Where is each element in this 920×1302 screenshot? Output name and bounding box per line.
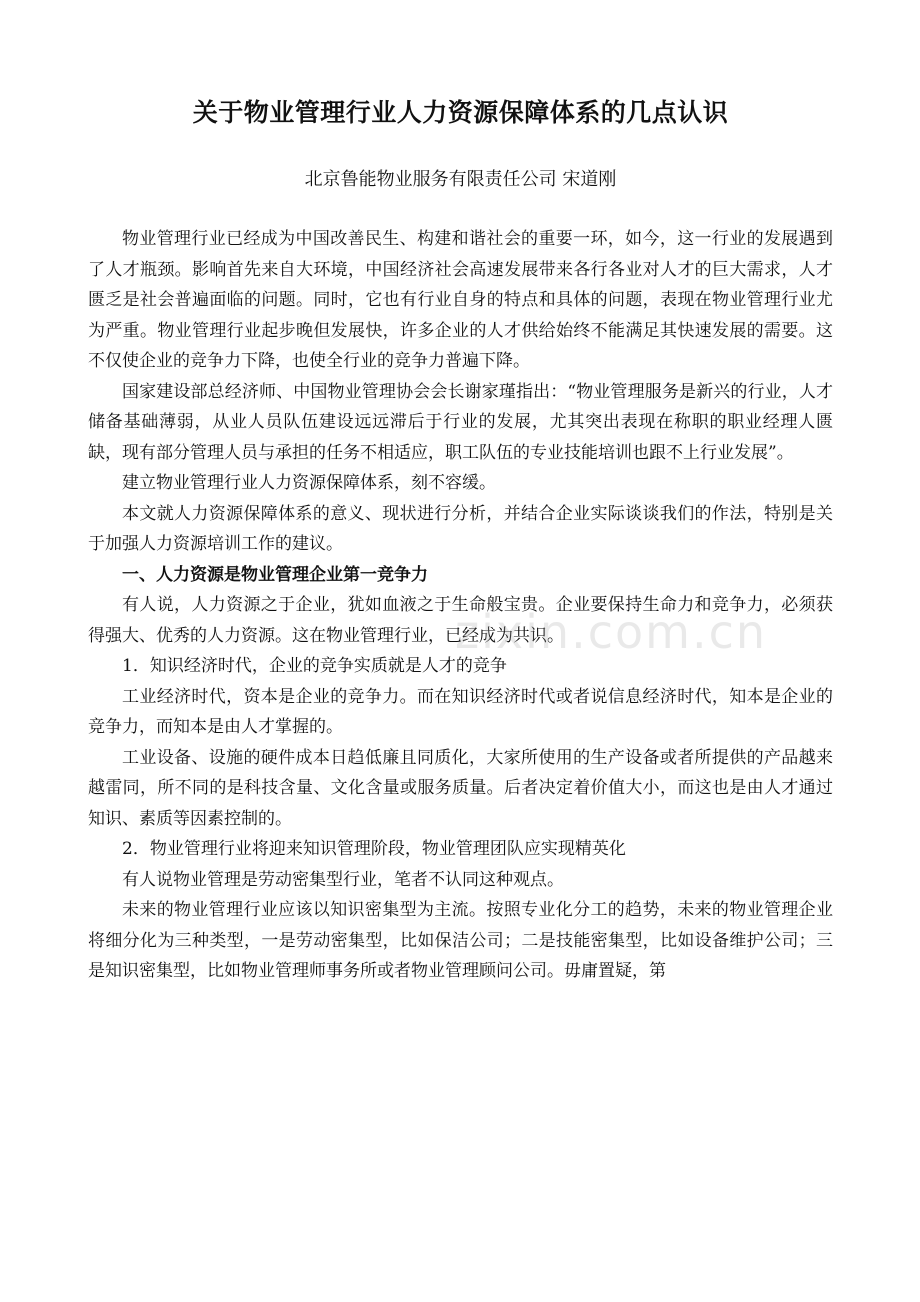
paragraph: 物业管理行业已经成为中国改善民生、构建和谐社会的重要一环，如今，这一行业的发展遇到了人才瓶颈。影响首先来自大环境，中国经济社会高速发展带来各行各业对人才的巨大需求，人才匮乏是社会普遍面临的问题。同时，它也有行业自身的特点和具体的问题，表现在物业管理行业尤为严重。物业管理行业起步晚但发展快，许多企业的人才供给始终不能满足其快速发展的需要。这不仅使企业的竞争力下降，也使全行业的竞争力普遍下降。 — [88, 229, 833, 371]
paragraph: 有人说物业管理是劳动密集型行业，笔者不认同这种观点。 — [122, 869, 564, 890]
paragraph: 工业经济时代，资本是企业的竞争力。而在知识经济时代或者说信息经济时代，知本是企业的竞争力，而知本是由人才掌握的。 — [88, 686, 833, 737]
paragraph: 工业设备、设施的硬件成本日趋低廉且同质化，大家所使用的生产设备或者所提供的产品越来越雷同，所不同的是科技含量、文化含量或服务质量。后者决定着价值大小，而这也是由人才通过知识、素质等因素控制的。 — [88, 747, 833, 829]
section-heading: 一、人力资源是物业管理企业第一竞争力 — [122, 564, 428, 585]
paragraph: 国家建设部总经济师、中国物业管理协会会长谢家瑾指出：“物业管理服务是新兴的行业，人才储备基础薄弱，从业人员队伍建设远远滞后于行业的发展，尤其突出表现在称职的职业经理人匮缺，现有部分管理人员与承担的任务不相适应，职工队伍的专业技能培训也跟不上行业发展”。 — [88, 381, 833, 463]
paragraph: 建立物业管理行业人力资源保障体系，刻不容缓。 — [122, 473, 496, 493]
document-body — [88, 224, 833, 987]
author-line: 北京鲁能物业服务有限责任公司 宋道刚 — [304, 169, 617, 190]
subsection-heading: 2．物业管理行业将迎来知识管理阶段，物业管理团队应实现精英化 — [122, 839, 626, 859]
subsection-heading: 1．知识经济时代，企业的竞争实质就是人才的竞争 — [122, 656, 507, 676]
paragraph: 本文就人力资源保障体系的意义、现状进行分析，并结合企业实际谈谈我们的作法，特别是关于加强人力资源培训工作的建议。 — [88, 503, 833, 554]
watermark: zixin.com.cn — [455, 605, 768, 659]
paragraph: 未来的物业管理行业应该以知识密集型为主流。按照专业化分工的趋势，未来的物业管理企业将细分化为三种类型，一是劳动密集型，比如保洁公司；二是技能密集型，比如设备维护公司；三是知识密集型，比如物业管理师事务所或者物业管理顾问公司。毋庸置疑，第 — [88, 900, 833, 981]
paragraph: 有人说，人力资源之于企业，犹如血液之于生命般宝贵。企业要保持生命力和竞争力，必须获得强大、优秀的人力资源。这在物业管理行业，已经成为共识。 — [88, 595, 833, 646]
document-page — [88, 0, 833, 987]
document-title: 关于物业管理行业人力资源保障体系的几点认识 — [192, 98, 729, 127]
